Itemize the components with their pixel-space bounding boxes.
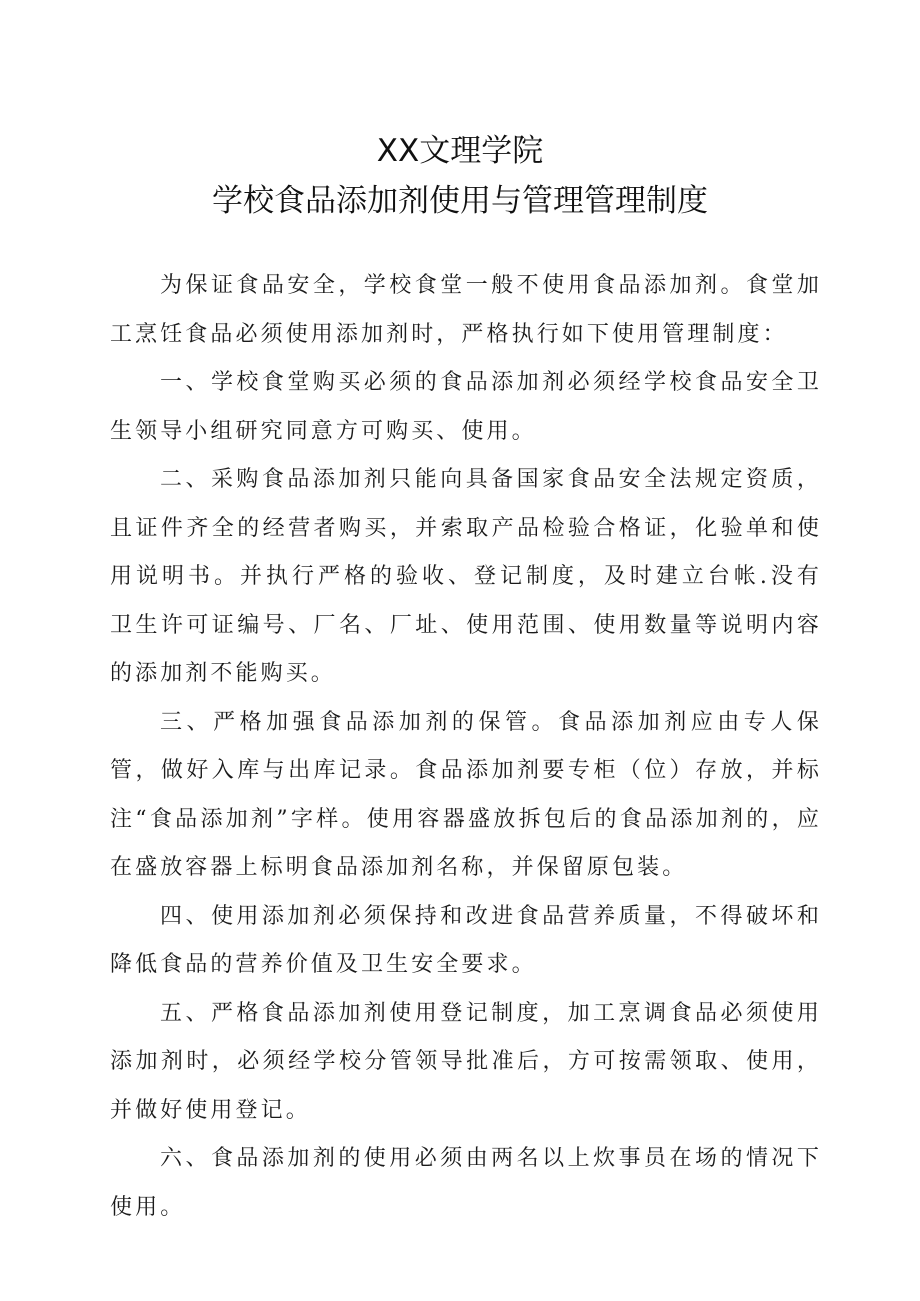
paragraph-item-4: 四、使用添加剂必须保持和改进食品营养质量，不得破坏和降低食品的营养价值及卫生安全要求。 [110, 903, 822, 977]
title-institution: XX文理学院 [376, 133, 544, 169]
document-title [0, 126, 920, 226]
paragraph-item-1: 一、学校食堂购买必须的食品添加剂必须经学校食品安全卫生领导小组研究同意方可购买、使用。 [110, 370, 822, 444]
paragraph-item-2: 二、采购食品添加剂只能向具备国家食品安全法规定资质，且证件齐全的经营者购买，并索取产品检验合格证，化验单和使用说明书。并执行严格的验收、登记制度，及时建立台帐.没有卫生许可证编号、厂名、厂址、使用范围、使用数量等说明内容的添加剂不能购买。 [110, 467, 822, 686]
paragraph-item-3: 三、严格加强食品添加剂的保管。食品添加剂应由专人保管，做好入库与出库记录。食品添加剂要专柜（位）存放，并标注“食品添加剂”字样。使用容器盛放拆包后的食品添加剂的，应在盛放容器上标明食品添加剂名称，并保留原包装。 [110, 709, 822, 880]
document-body [110, 262, 822, 1232]
title-regulation: 学校食品添加剂使用与管理管理制度 [212, 183, 708, 219]
paragraph-item-5: 五、严格食品添加剂使用登记制度，加工烹调食品必须使用添加剂时，必须经学校分管领导批准后，方可按需领取、使用，并做好使用登记。 [110, 1000, 822, 1123]
paragraph-intro: 为保证食品安全，学校食堂一般不使用食品添加剂。食堂加工烹饪食品必须使用添加剂时，严格执行如下使用管理制度： [110, 273, 822, 347]
paragraph-item-6: 六、食品添加剂的使用必须由两名以上炊事员在场的情况下使用。 [110, 1146, 822, 1220]
